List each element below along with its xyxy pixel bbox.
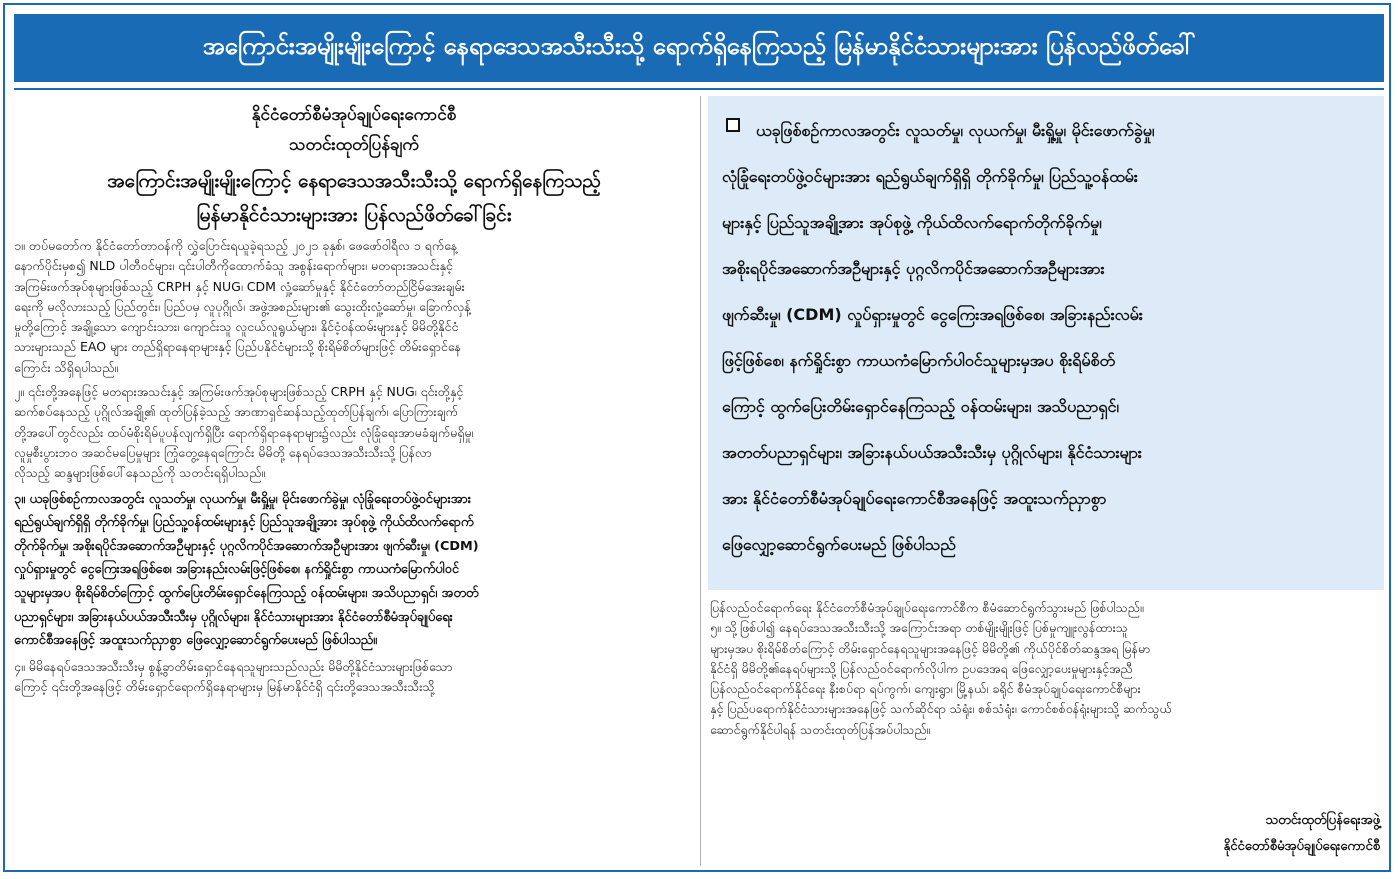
text-line: သားများသည် EAO များ တည်ရှိရာနေရာများနှင့် ပြည်ပနိုင်ငံများသို့ စိုးရိမ်စိတ်များဖြင့် တိမ်းရှောင်နေ — [14, 339, 462, 355]
box-text-line: များနှင့် ပြည်သူအချို့အား အုပ်စုဖွဲ့ ကိုယ်ထိလက်ရောက်တိုက်ခိုက်မှု၊ — [722, 213, 1102, 232]
text-line: ကြောင်း သိရှိရပါသည်။ — [14, 359, 119, 375]
column-divider — [700, 96, 701, 866]
text-line: ဆောင်ရွက်နိုင်ပါရန် သတင်းထုတ်ပြန်အပ်ပါသည်။ — [710, 721, 931, 737]
box-text-line: ဖြေလျှော့ဆောင်ရွက်ပေးမည် ဖြစ်ပါသည် — [722, 535, 956, 554]
text-line: ၂။ ၎င်းတို့အနေဖြင့် မတရားအသင်းနှင့် အကြမ်းဖက်အုပ်စုများဖြစ်သည့် CRPH နှင့် NUG၊ ၎င်းတို့နှင့် — [14, 384, 464, 400]
box-text-line: ဖြင့်ဖြစ်စေ၊ နက်ရှိုင်းစွာ ကာယကံမြောက်ပါဝင်သူများမှအပ စိုးရိမ်စိတ် — [722, 351, 1116, 370]
text-line: အကြမ်းဖက်အုပ်စုများဖြစ်သည့် CRPH နှင့် NUG၊ CDM လှုံ့ဆော်မှုနှင့် နိုင်ငံတော်တည်ငြိမ်အေးချမ်း — [14, 278, 465, 294]
paragraph-4 — [14, 657, 694, 698]
paragraph-1 — [14, 236, 694, 378]
text-line: နှင့် ပြည်ပရောက်နိုင်ငံသားများအနေဖြင့် သက်ဆိုင်ရာ သံရုံး၊ စစ်သံရုံး၊ ကောင်စစ်ဝန်ရုံးများသို့ ဆက်သွယ် — [710, 701, 1172, 717]
paragraph-2 — [14, 382, 694, 483]
text-line: နောက်ပိုင်းမှစ၍ NLD ပါတီဝင်များ၊ ၎င်းပါတီကိုထောက်ခံသူ အစွန်းရောက်များ၊ မတရားအသင်းနှင့် — [14, 258, 453, 274]
signature-line-1: သတင်းထုတ်ပြန်ရေးအဖွဲ့ — [1265, 813, 1380, 828]
text-line: ၃။ ယခုဖြစ်စဉ်ကာလအတွင်း လူသတ်မှု၊ လုယက်မှု၊ မီးရှို့မှု၊ မိုင်းဖောက်ခွဲမှု၊ လုံခြုံရေးတပ်ဖွဲ့ဝင်များအား — [14, 491, 471, 507]
text-line: တို့အပေါ်တွင်လည်း ထပ်မံစိုးရိမ်ပူပန်လျက်ရှိပြီး ရောက်ရှိရာနေရာများ၌လည်း လုံခြုံရေးအာမခံချက်မရှိမှု၊ — [14, 424, 474, 440]
text-line: နိုင်ငံရှိ မိမိတို့၏နေရပ်များသို့ ပြန်လည်ဝင်ရောက်လိုပါက ဥပဒေအရ ဖြေလျှော့ပေးမှုများနှင့်အညီ — [710, 660, 1133, 676]
text-line: ဆက်စပ်နေသည့် ပုဂ္ဂိုလ်အချို့၏ ထုတ်ပြန်ခဲ့သည့် အာဏာရှင်ဆန်သည့်ထုတ်ပြန်ချက်၊ ပြောကြားချက် — [14, 404, 458, 420]
text-line: လှုပ်ရှားမှုတွင် ငွေကြေးအရဖြစ်စေ၊ အခြားနည်းလမ်းဖြင့်ဖြစ်စေ၊ နက်ရှိုင်းစွာ ကာယကံမြောက်ပါဝင် — [14, 562, 459, 578]
highlight-box — [708, 96, 1384, 590]
left-column — [14, 96, 694, 866]
right-column-text — [710, 598, 1382, 798]
header-divider — [14, 88, 1384, 90]
box-text-line: အစိုးရပိုင်အဆောက်အဦများနှင့် ပုဂ္ဂလိကပိုင်အဆောက်အဦများအား — [722, 259, 1105, 278]
box-text-line: ကြောင့် ထွက်ပြေးတိမ်းရှောင်နေကြသည့် ဝန်ထမ်းများ၊ အသိပညာရှင်၊ — [722, 397, 1119, 416]
signature-block — [1000, 808, 1380, 860]
text-line: ပြန်လည်ဝင်ရောက်ရေး နိုင်ငံတော်စီမံအုပ်ချုပ်ရေးကောင်စီက စီမံဆောင်ရွက်သွားမည် ဖြစ်ပါသည်။ — [710, 600, 1144, 615]
box-text-line: လုံခြုံရေးတပ်ဖွဲ့ဝင်များအား ရည်ရွယ်ချက်ရှိရှိ တိုက်ခိုက်မှု၊ ပြည်သူ့ဝန်ထမ်း — [722, 167, 1138, 186]
text-line: ရေးကို မလိုလားသည့် ပြည်တွင်း၊ ပြည်ပမှ လူပုဂ္ဂိုလ်၊ အဖွဲ့အစည်းများ၏ သွေးထိုးလှုံ့ဆော်မှု၊ ခြောက်လှန့် — [14, 298, 471, 314]
box-text-line: အား နိုင်ငံတော်စီမံအုပ်ချုပ်ရေးကောင်စီအနေဖြင့် အထူးသက်ညှာစွာ — [722, 489, 1107, 508]
text-line: ကြောင့် ၎င်းတို့အနေဖြင့် တိမ်းရှောင်ရောက်ရှိနေရာများမှ မြန်မာနိုင်ငံရှိ ၎င်းတို့ဒေသအသီးသီးသို့ — [14, 679, 435, 695]
paragraph-3 — [14, 488, 694, 653]
text-line: ပြန်လည်ဝင်ရောက်နိုင်ရေး နီးစပ်ရာ ရပ်ကွက်၊ ကျေးရွာ၊ မြို့နယ်၊ ခရိုင် စီမံအုပ်ချုပ်ရေးကောင်စီများ — [710, 681, 1141, 697]
text-line: ပညာရှင်များ၊ အခြားနယ်ပယ်အသီးသီးမှ ပုဂ္ဂိုလ်များ၊ နိုင်ငံသားများအား နိုင်ငံတော်စီမံအုပ်ချုပ်ရေး — [14, 609, 453, 625]
box-text-line: ဖျက်ဆီးမှု၊ (CDM) လှုပ်ရှားမှုတွင် ငွေကြေးအရဖြစ်စေ၊ အခြားနည်းလမ်း — [722, 305, 1143, 324]
text-line: ကောင်စီအနေဖြင့် အထူးသက်ညှာစွာ ဖြေလျှော့ဆောင်ရွက်ပေးမည် ဖြစ်ပါသည်။ — [14, 633, 378, 649]
square-bullet-icon — [726, 118, 740, 132]
box-text-line: ယခုဖြစ်စဉ်ကာလအတွင်း လူသတ်မှု၊ လုယက်မှု၊ မီးရှို့မှု၊ မိုင်းဖောက်ခွဲမှု၊ — [756, 121, 1155, 140]
org-name: နိုင်ငံတော်စီမံအုပ်ချုပ်ရေးကောင်စီ — [251, 105, 457, 125]
text-line: များမှအပ စိုးရိမ်စိတ်ကြောင့် တိမ်းရှောင်နေရသူများအနေဖြင့် မိမိတို့၏ ကိုယ်ပိုင်စိတ်ဆန္ဒအရ မြန်မာ — [710, 640, 1151, 656]
box-text-line: အတတ်ပညာရှင်များ၊ အခြားနယ်ပယ်အသီးသီးမှ ပုဂ္ဂိုလ်များ၊ နိုင်ငံသားများ — [722, 443, 1142, 462]
signature-line-2: နိုင်ငံတော်စီမံအုပ်ချုပ်ရေးကောင်စီ — [1223, 839, 1380, 854]
text-line: လူမှုစီးပွားဘဝ အဆင်မပြေမှုများ ကြုံတွေ့နေရကြောင်း မိမိတို့ နေရပ်ဒေသအသီးသီးသို့ ပြန်လာ — [14, 444, 432, 460]
banner-title: အကြောင်းအမျိုးမျိုးကြောင့် နေရာဒေသအသီးသီးသို့ ရောက်ရှိနေကြသည့် မြန်မာနိုင်ငံသားများအား ပြန်လည်ဖိတ်ခေါ် — [14, 14, 1384, 82]
text-line: သူများမှအပ စိုးရိမ်စိတ်ကြောင့် ထွက်ပြေးတိမ်းရှောင်နေကြသည့် ဝန်ထမ်းများ၊ အသိပညာရှင်၊ အတတ် — [14, 585, 479, 601]
text-line: ရည်ရွယ်ချက်ရှိရှိ တိုက်ခိုက်မှု၊ ပြည်သူ့ဝန်ထမ်းများနှင့် ပြည်သူအချို့အား အုပ်စုဖွဲ့ ကိုယ်ထိလက်ရောက် — [14, 515, 474, 531]
text-line: ၅။ သို့ဖြစ်ပါ၍ နေရပ်ဒေသအသီးသီးသို့ အကြောင်းအရာ တစ်မျိုးမျိုးဖြင့် ပြစ်မှုကျူးလွန်ထားသူ — [710, 620, 1128, 636]
subtitle-line-1: အကြောင်းအမျိုးမျိုးကြောင့် နေရာဒေသအသီးသီးသို့ ရောက်ရှိနေကြသည့် — [107, 170, 601, 192]
text-line: ၁။ တပ်မတော်က နိုင်ငံတော်တာဝန်ကို လွှဲပြောင်းရယူခဲ့ရသည့် ၂၀၂၁ ခုနှစ်၊ ဖေဖော်ဝါရီလ ၁ ရက်နေ့ — [14, 238, 458, 253]
text-line: ၄။ မိမိနေရပ်ဒေသအသီးသီးမှ စွန့်ခွာတိမ်းရှောင်နေရသူများသည်လည်း မိမိတို့နိုင်ငံသားများဖြစ်သော — [14, 658, 453, 674]
text-line: မှုတို့ကြောင့် အချို့သော ကျောင်းသား၊ ကျောင်းသူ လူငယ်လူရွယ်များ၊ နိုင်ငံ့ဝန်ထမ်းများနှင့် မိမိတို့နိုင်ငံ — [14, 319, 459, 335]
statement-label: သတင်းထုတ်ပြန်ချက် — [289, 135, 419, 155]
text-line: တိုက်ခိုက်မှု၊ အစိုးရပိုင်အဆောက်အဦများနှင့် ပုဂ္ဂလိကပိုင်အဆောက်အဦများအား ဖျက်ဆီးမှု၊ (CDM) — [14, 538, 479, 554]
subtitle-line-2: မြန်မာနိုင်ငံသားများအား ပြန်လည်ဖိတ်ခေါ်ခြင်း — [196, 204, 512, 226]
text-line: လိုသည့် ဆန္ဒများဖြစ်ပေါ်နေသည်ကို သတင်းရရှိပါသည်။ — [14, 465, 266, 481]
